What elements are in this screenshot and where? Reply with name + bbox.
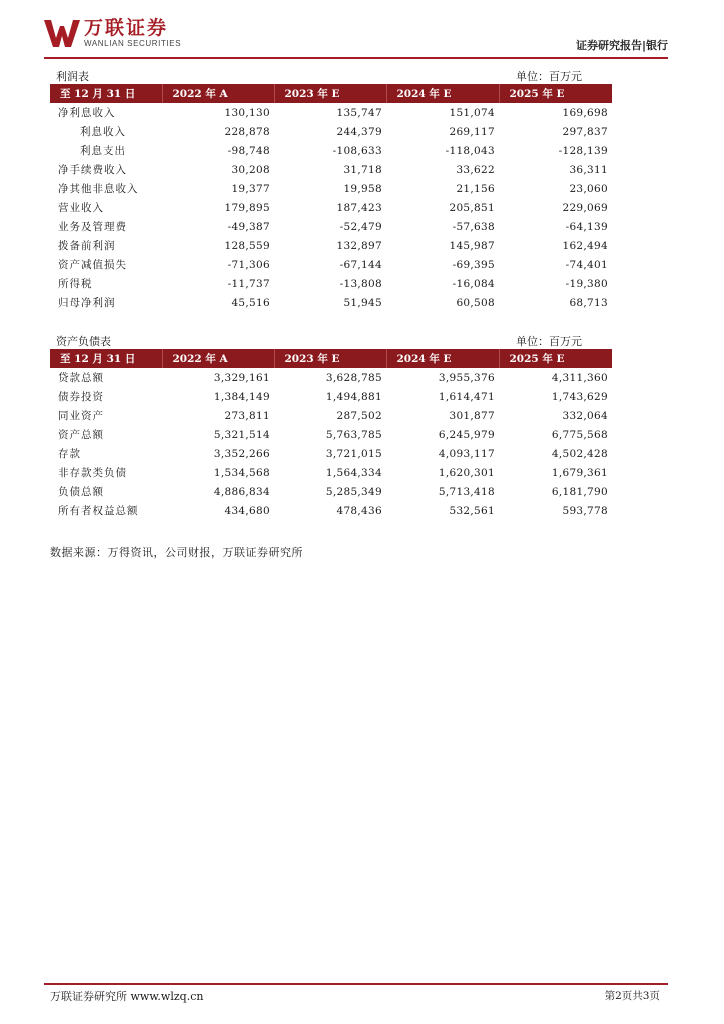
row-label: 净手续费收入 (58, 164, 127, 176)
value-cell: 30,208 (231, 163, 270, 176)
logo-name-en: WANLIAN SECURITIES (84, 39, 182, 48)
row-label: 营业收入 (58, 202, 104, 214)
value-cell: 229,069 (562, 201, 608, 214)
table-header-row (50, 84, 612, 103)
column-header: 2024 年 E (386, 349, 499, 368)
footer-divider (44, 983, 668, 985)
value-cell: -67,144 (339, 258, 382, 271)
value-cell: -98,748 (227, 144, 270, 157)
value-cell: -128,139 (558, 144, 608, 157)
value-cell: 21,156 (456, 182, 495, 195)
value-cell: 1,534,568 (213, 466, 270, 479)
table-row (50, 425, 612, 444)
table-row (50, 482, 612, 501)
value-cell: 135,747 (336, 106, 382, 119)
page-number: 第2页共3页 (604, 990, 660, 1002)
value-cell: -19,380 (565, 277, 608, 290)
value-cell: 5,285,349 (325, 485, 382, 498)
table-row (50, 103, 612, 122)
logo-name-cn: 万联证券 (84, 17, 169, 39)
value-cell: 60,508 (456, 296, 495, 309)
value-cell: 19,958 (343, 182, 382, 195)
table-header-row (50, 349, 612, 368)
row-label: 债券投资 (58, 391, 104, 403)
row-label: 利息收入 (80, 126, 126, 138)
balance-unit: 单位：百万元 (516, 335, 582, 348)
table-row (50, 217, 612, 236)
balance-sheet-table (50, 349, 612, 520)
table-row (50, 501, 612, 520)
value-cell: 4,886,834 (213, 485, 270, 498)
value-cell: 23,060 (569, 182, 608, 195)
balance-sheet-section (50, 333, 612, 520)
value-cell: -13,808 (339, 277, 382, 290)
value-cell: 31,718 (343, 163, 382, 176)
value-cell: 5,321,514 (213, 428, 270, 441)
report-type: 证券研究报告|银行 (575, 39, 668, 52)
row-label: 利息支出 (80, 145, 126, 157)
row-label: 拨备前利润 (58, 240, 116, 252)
value-cell: -118,043 (445, 144, 495, 157)
value-cell: 593,778 (562, 504, 608, 517)
row-label: 所有者权益总额 (58, 505, 139, 517)
column-header: 2025 年 E (509, 88, 565, 100)
income-statement-table (50, 84, 612, 312)
wanlian-logo-icon (44, 18, 80, 48)
value-cell: 1,384,149 (213, 390, 270, 403)
column-header: 2022 年 A (162, 84, 274, 103)
value-cell: -69,395 (452, 258, 495, 271)
value-cell: 301,877 (449, 409, 495, 422)
table-row (50, 274, 612, 293)
row-label: 负债总额 (58, 486, 104, 498)
value-cell: 3,329,161 (213, 371, 270, 384)
value-cell: 51,945 (343, 296, 382, 309)
value-cell: 1,679,361 (551, 466, 608, 479)
value-cell: -71,306 (227, 258, 270, 271)
table-row (50, 122, 612, 141)
balance-sheet-title: 资产负债表 (56, 335, 111, 348)
row-label: 存款 (58, 448, 81, 460)
column-header: 2023 年 E (274, 349, 386, 368)
table-row (50, 463, 612, 482)
value-cell: 5,713,418 (438, 485, 495, 498)
table-row (50, 444, 612, 463)
value-cell: 179,895 (224, 201, 270, 214)
header-divider (44, 57, 668, 59)
value-cell: 332,064 (562, 409, 608, 422)
value-cell: 273,811 (224, 409, 270, 422)
value-cell: 3,352,266 (213, 447, 270, 460)
value-cell: 187,423 (336, 201, 382, 214)
column-header: 2023 年 E (274, 84, 386, 103)
value-cell: 205,851 (449, 201, 495, 214)
table-row (50, 179, 612, 198)
table-row (50, 368, 612, 387)
value-cell: -49,387 (227, 220, 270, 233)
value-cell: 1,743,629 (551, 390, 608, 403)
value-cell: 297,837 (562, 125, 608, 138)
company-logo (44, 18, 181, 52)
column-header: 2024 年 E (386, 84, 499, 103)
value-cell: 132,897 (336, 239, 382, 252)
value-cell: 269,117 (449, 125, 495, 138)
value-cell: 1,620,301 (438, 466, 495, 479)
row-label: 净其他非息收入 (58, 183, 139, 195)
row-label: 同业资产 (58, 410, 104, 422)
row-label: 资产总额 (58, 429, 104, 441)
page-header (44, 18, 668, 56)
value-cell: 4,502,428 (551, 447, 608, 460)
value-cell: 4,093,117 (438, 447, 495, 460)
value-cell: 4,311,360 (551, 371, 608, 384)
value-cell: 244,379 (336, 125, 382, 138)
table-row (50, 293, 612, 312)
table-row (50, 236, 612, 255)
value-cell: -52,479 (339, 220, 382, 233)
row-label: 净利息收入 (58, 107, 116, 119)
value-cell: -11,737 (227, 277, 270, 290)
table-row (50, 387, 612, 406)
row-label: 资产减值损失 (58, 259, 127, 271)
value-cell: -16,084 (452, 277, 495, 290)
value-cell: 532,561 (449, 504, 495, 517)
value-cell: -108,633 (332, 144, 382, 157)
column-header: 至 12 月 31 日 (50, 84, 162, 103)
table-row (50, 198, 612, 217)
table-row (50, 160, 612, 179)
value-cell: 3,955,376 (438, 371, 495, 384)
value-cell: 6,775,568 (551, 428, 608, 441)
table-row (50, 141, 612, 160)
data-source-note: 数据来源：万得资讯，公司财报，万联证券研究所 (50, 546, 303, 559)
value-cell: 45,516 (231, 296, 270, 309)
value-cell: 1,564,334 (325, 466, 382, 479)
value-cell: 5,763,785 (325, 428, 382, 441)
row-label: 非存款类负债 (58, 467, 127, 479)
value-cell: -74,401 (565, 258, 608, 271)
row-label: 业务及管理费 (58, 221, 127, 233)
row-label: 贷款总额 (58, 372, 104, 384)
value-cell: -57,638 (452, 220, 495, 233)
income-statement-title: 利润表 (56, 70, 89, 83)
table-row (50, 406, 612, 425)
value-cell: 434,680 (224, 504, 270, 517)
income-statement-section (50, 68, 612, 312)
value-cell: 36,311 (569, 163, 608, 176)
value-cell: 1,614,471 (438, 390, 495, 403)
column-header: 2022 年 A (162, 349, 274, 368)
value-cell: 162,494 (562, 239, 608, 252)
value-cell: 145,987 (449, 239, 495, 252)
value-cell: 287,502 (336, 409, 382, 422)
value-cell: 1,494,881 (325, 390, 382, 403)
row-label: 归母净利润 (58, 297, 116, 309)
value-cell: 33,622 (456, 163, 495, 176)
value-cell: -64,139 (565, 220, 608, 233)
value-cell: 68,713 (569, 296, 608, 309)
value-cell: 130,130 (224, 106, 270, 119)
value-cell: 128,559 (224, 239, 270, 252)
value-cell: 169,698 (562, 106, 608, 119)
row-label: 所得税 (58, 278, 93, 290)
income-unit: 单位：百万元 (516, 70, 582, 83)
value-cell: 478,436 (336, 504, 382, 517)
column-header: 2025 年 E (509, 353, 565, 365)
value-cell: 151,074 (449, 106, 495, 119)
value-cell: 19,377 (231, 182, 270, 195)
column-header: 至 12 月 31 日 (50, 349, 162, 368)
value-cell: 3,721,015 (325, 447, 382, 460)
value-cell: 6,181,790 (551, 485, 608, 498)
value-cell: 3,628,785 (325, 371, 382, 384)
value-cell: 228,878 (224, 125, 270, 138)
footer-institute: 万联证券研究所 www.wlzq.cn (50, 990, 204, 1003)
table-row (50, 255, 612, 274)
value-cell: 6,245,979 (438, 428, 495, 441)
